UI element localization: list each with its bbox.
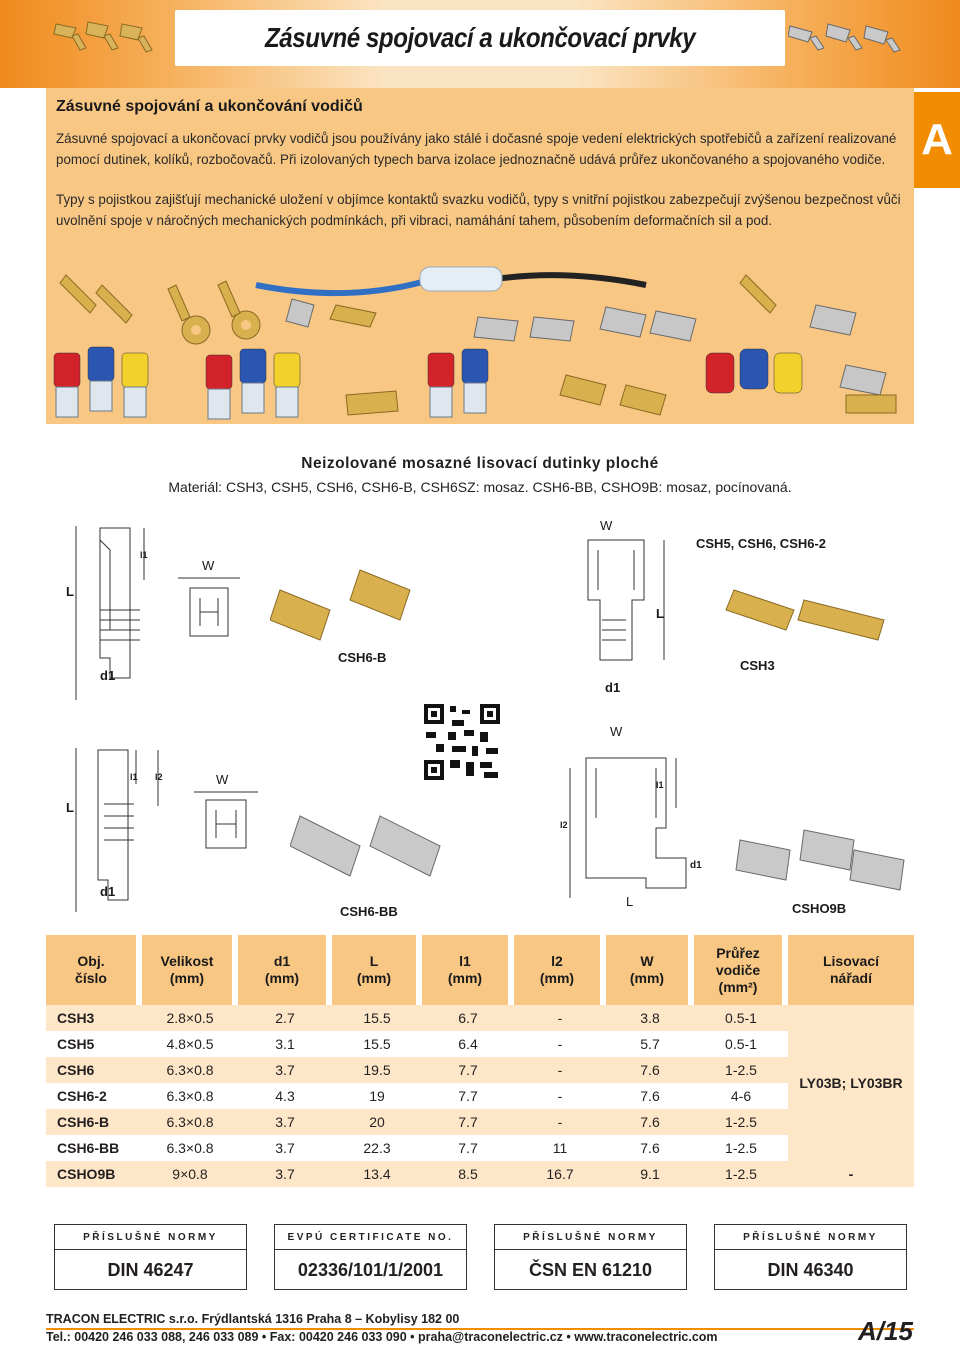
- cell-l2: -: [514, 1005, 606, 1031]
- dim-l1-label-1: l1: [140, 550, 148, 560]
- cell-l2: -: [514, 1083, 606, 1109]
- section-material: Materiál: CSH3, CSH5, CSH6, CSH6-B, CSH6SZ: mosaz. CSH6-BB, CSHO9B: mosaz, pocínovaná.: [168, 479, 792, 495]
- cell-d1: 2.7: [238, 1005, 332, 1031]
- cell-d1: 4.3: [238, 1083, 332, 1109]
- cell-l1: 7.7: [422, 1135, 514, 1161]
- norm-head: PŘÍSLUŠNÉ NORMY: [495, 1225, 686, 1250]
- dim-d1-label-1: d1: [100, 668, 116, 683]
- intro-paragraph-1-line-2: pomocí dutinek, kolíků, rozbočovačů. Při izolovaných typech barva izolace jednoznačně udává průřez ukončovaného a spojovaného vodiče.: [56, 152, 886, 167]
- cell-W: 3.8: [606, 1005, 694, 1031]
- photo-csho9b: [734, 820, 910, 900]
- qr-code[interactable]: [422, 702, 502, 782]
- table-row: [46, 1135, 914, 1161]
- cell-obj: CSH6-2: [46, 1083, 142, 1109]
- dim-W-label-4: W: [610, 724, 623, 739]
- intro-paragraph-2-line-1: Typy s pojistkou zajišťují mechanické uložení v objímce kontaktů svazku vodičů, typy s vnitřní pojistkou zabezpečují zvýšenou bezpečnost vůči: [56, 192, 901, 207]
- dim-L-label-4: L: [626, 894, 634, 909]
- intro-paragraph-2: [56, 189, 912, 231]
- dim-W-label-1: W: [202, 558, 215, 573]
- cell-L: 20: [332, 1109, 422, 1135]
- dim-d1-label-3: d1: [100, 884, 116, 899]
- cell-d1: 3.7: [238, 1161, 332, 1187]
- cell-W: 7.6: [606, 1135, 694, 1161]
- table-row: [46, 1057, 914, 1083]
- cell-obj: CSH6-B: [46, 1109, 142, 1135]
- page-number: A/15: [858, 1316, 913, 1346]
- dim-l1-label-4: l1: [656, 780, 664, 790]
- cell-d1: 3.7: [238, 1109, 332, 1135]
- table-row: [46, 1031, 914, 1057]
- cell-tool: LY03B; LY03BR: [788, 1005, 914, 1161]
- cell-d1: 3.7: [238, 1135, 332, 1161]
- dim-W-label-3: W: [216, 772, 229, 787]
- cell-size: 2.8×0.5: [142, 1005, 238, 1031]
- col-l2: l2 (mm): [514, 935, 606, 1005]
- table-row: [46, 1161, 914, 1187]
- table-row: [46, 1083, 914, 1109]
- col-W: W (mm): [606, 935, 694, 1005]
- cell-l1: 8.5: [422, 1161, 514, 1187]
- drawing-csh6b-side: [60, 520, 160, 712]
- cell-L: 15.5: [332, 1031, 422, 1057]
- norm-value: ČSN EN 61210: [528, 1259, 653, 1280]
- photo-csh3: [724, 580, 904, 652]
- cell-size: 4.8×0.5: [142, 1031, 238, 1057]
- cell-l2: 16.7: [514, 1161, 606, 1187]
- drawing-csh6b-front: [178, 574, 240, 650]
- cell-l1: 7.7: [422, 1057, 514, 1083]
- cell-l2: -: [514, 1057, 606, 1083]
- cell-cross: 1-2.5: [694, 1161, 788, 1187]
- cell-L: 13.4: [332, 1161, 422, 1187]
- intro-title: Zásuvné spojování a ukončování vodičů: [56, 98, 363, 115]
- cell-size: 6.3×0.8: [142, 1109, 238, 1135]
- label-csh3: CSH3: [740, 658, 775, 673]
- cell-cross: 1-2.5: [694, 1109, 788, 1135]
- cell-L: 22.3: [332, 1135, 422, 1161]
- cell-l2: 11: [514, 1135, 606, 1161]
- cell-size: 6.3×0.8: [142, 1083, 238, 1109]
- cell-obj: CSH5: [46, 1031, 142, 1057]
- cell-l1: 6.7: [422, 1005, 514, 1031]
- cell-d1: 3.7: [238, 1057, 332, 1083]
- intro-paragraph-1-line-1: Zásuvné spojovací a ukončovací prvky vodičů jsou používány jako stálé i dočasné spoje vedení elektrických spotřebičů a zařízení realizované: [56, 131, 897, 146]
- cell-W: 7.6: [606, 1083, 694, 1109]
- cell-size: 6.3×0.8: [142, 1057, 238, 1083]
- photo-csh6bb: [290, 796, 470, 898]
- col-L: L (mm): [332, 935, 422, 1005]
- cell-cross: 0.5-1: [694, 1005, 788, 1031]
- col-d1: d1 (mm): [238, 935, 332, 1005]
- cell-W: 5.7: [606, 1031, 694, 1057]
- norm-box-4: [714, 1224, 907, 1290]
- cell-l1: 6.4: [422, 1031, 514, 1057]
- cell-tool: -: [788, 1161, 914, 1187]
- table-header: [46, 935, 914, 1005]
- intro-paragraph-1: [56, 128, 912, 170]
- norm-head: EVPÚ CERTIFICATE NO.: [275, 1225, 466, 1250]
- cell-l1: 7.7: [422, 1109, 514, 1135]
- table-row: [46, 1005, 914, 1031]
- cell-size: 6.3×0.8: [142, 1135, 238, 1161]
- cell-L: 19.5: [332, 1057, 422, 1083]
- norm-box-3: [494, 1224, 687, 1290]
- cell-l2: -: [514, 1109, 606, 1135]
- col-obj: Obj. číslo: [46, 935, 142, 1005]
- col-l1: l1 (mm): [422, 935, 514, 1005]
- label-csho9b: CSHO9B: [792, 901, 847, 916]
- norm-value: DIN 46247: [107, 1259, 194, 1280]
- dim-d1-label-2: d1: [605, 680, 621, 695]
- cell-l2: -: [514, 1031, 606, 1057]
- norm-value: DIN 46340: [767, 1259, 854, 1280]
- dim-L-label-2: L: [656, 606, 664, 621]
- dim-L-label-1: L: [66, 584, 74, 599]
- cell-W: 9.1: [606, 1161, 694, 1187]
- col-size: Velikost (mm): [142, 935, 238, 1005]
- dim-l2-label-3: l2: [155, 772, 163, 782]
- cell-L: 19: [332, 1083, 422, 1109]
- footer-contact[interactable]: Tel.: 00420 246 033 088, 246 033 089 • Fax: 00420 246 033 090 • praha@traconelectric.cz • www.traconelectric.com: [46, 1330, 718, 1344]
- cell-obj: CSHO9B: [46, 1161, 142, 1187]
- norm-head: PŘÍSLUŠNÉ NORMY: [715, 1225, 906, 1250]
- cell-l1: 7.7: [422, 1083, 514, 1109]
- intro-paragraph-2-line-2: uvolnění spoje v náročných mechanických podmínkách, při vibraci, namáhání tahem, působením deformačních sil a pod.: [56, 213, 773, 228]
- col-cross: Průřez vodiče (mm²): [694, 935, 788, 1005]
- photo-csh6b: [270, 560, 450, 646]
- cell-d1: 3.1: [238, 1031, 332, 1057]
- col-tool: Lisovací nářadí: [788, 935, 914, 1005]
- drawing-csh6bb-front: [194, 788, 258, 860]
- cell-W: 7.6: [606, 1057, 694, 1083]
- label-csh6bb: CSH6-BB: [340, 904, 398, 919]
- dim-L-label-3: L: [66, 800, 74, 815]
- terminal-icons-right: [788, 14, 906, 58]
- norm-box-1: [54, 1224, 247, 1290]
- norm-box-2: [274, 1224, 467, 1290]
- page-title: Zásuvné spojovací a ukončovací prvky: [175, 10, 785, 66]
- cell-obj: CSH3: [46, 1005, 142, 1031]
- cell-W: 7.6: [606, 1109, 694, 1135]
- label-csh5-6: CSH5, CSH6, CSH6-2: [696, 536, 827, 551]
- drawing-csho9b: [556, 748, 716, 912]
- cell-cross: 4-6: [694, 1083, 788, 1109]
- cell-L: 15.5: [332, 1005, 422, 1031]
- section-tab-a[interactable]: A: [914, 92, 960, 188]
- dim-l1-label-3: l1: [130, 772, 138, 782]
- dim-l2-label-4: l2: [560, 820, 568, 830]
- cell-cross: 1-2.5: [694, 1135, 788, 1161]
- cell-cross: 1-2.5: [694, 1057, 788, 1083]
- section-title: Neizolované mosazné lisovací dutinky ploché: [301, 455, 659, 472]
- product-photo-strip: [46, 245, 914, 425]
- cell-cross: 0.5-1: [694, 1031, 788, 1057]
- dim-d1-label-4: d1: [690, 860, 702, 871]
- dim-W-label-2: W: [600, 518, 613, 533]
- footer-company: TRACON ELECTRIC s.r.o. Frýdlantská 1316 Praha 8 – Kobylisy 182 00: [46, 1312, 460, 1326]
- cell-obj: CSH6-BB: [46, 1135, 142, 1161]
- cell-obj: CSH6: [46, 1057, 142, 1083]
- spec-table: [46, 935, 914, 1187]
- cell-size: 9×0.8: [142, 1161, 238, 1187]
- terminal-icons-left: [52, 14, 170, 58]
- norm-head: PŘÍSLUŠNÉ NORMY: [55, 1225, 246, 1250]
- table-row: [46, 1109, 914, 1135]
- norm-value: 02336/101/1/2001: [297, 1259, 444, 1280]
- label-csh6b: CSH6-B: [338, 650, 387, 665]
